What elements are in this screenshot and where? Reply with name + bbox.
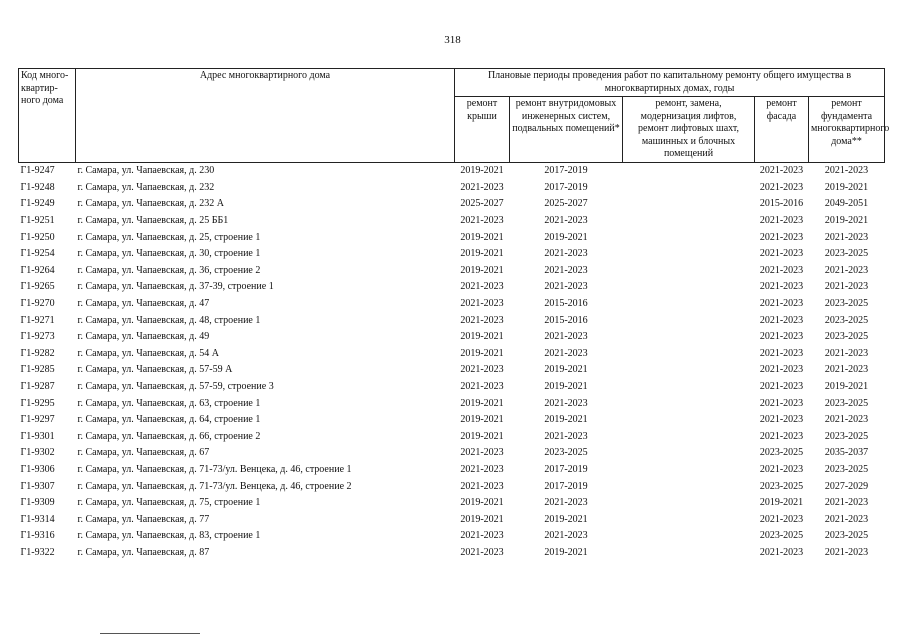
cell-code: Г1-9248 <box>20 181 55 193</box>
cell-systems: 2019-2021 <box>544 231 588 243</box>
cell-foundation: 2021-2023 <box>824 364 869 376</box>
cell-roof: 2019-2021 <box>460 231 504 243</box>
table-row <box>19 246 885 263</box>
cell-roof: 2019-2021 <box>460 331 504 343</box>
cell-roof: 2019-2021 <box>460 165 504 177</box>
table-row <box>19 296 885 313</box>
cell-code: Г1-9287 <box>20 381 55 393</box>
table-body <box>19 163 885 562</box>
table-row <box>19 312 885 329</box>
table-row <box>19 462 885 479</box>
cell-code: Г1-9302 <box>20 447 55 459</box>
cell-foundation: 2021-2023 <box>824 497 869 509</box>
cell-address: г. Самара, ул. Чапаевская, д. 49 <box>77 331 210 343</box>
cell-lifts <box>623 346 755 363</box>
cell-facade: 2019-2021 <box>759 497 804 509</box>
cell-address: г. Самара, ул. Чапаевская, д. 47 <box>77 298 210 310</box>
cell-foundation: 2021-2023 <box>824 414 869 426</box>
header-lifts: ремонт, замена, модернизация лифтов, ремонт лифтовых шахт, машинных и блочных помещений <box>623 97 755 163</box>
table-row <box>19 379 885 396</box>
cell-lifts <box>623 246 755 263</box>
cell-roof: 2021-2023 <box>460 381 504 393</box>
cell-code: Г1-9295 <box>20 397 55 409</box>
cell-address: г. Самара, ул. Чапаевская, д. 67 <box>77 447 210 459</box>
cell-lifts <box>623 312 755 329</box>
cell-code: Г1-9282 <box>20 347 55 359</box>
cell-systems: 2021-2023 <box>544 497 588 509</box>
cell-systems: 2023-2025 <box>544 447 588 459</box>
cell-code: Г1-9264 <box>20 264 55 276</box>
cell-address: г. Самара, ул. Чапаевская, д. 63, строение 1 <box>77 397 261 409</box>
cell-systems: 2021-2023 <box>544 430 588 442</box>
cell-lifts <box>623 279 755 296</box>
cell-lifts <box>623 478 755 495</box>
cell-address: г. Самара, ул. Чапаевская, д. 77 <box>77 513 210 525</box>
cell-systems: 2025-2027 <box>544 198 588 210</box>
cell-facade: 2021-2023 <box>759 364 804 376</box>
cell-facade: 2021-2023 <box>759 331 804 343</box>
table-row <box>19 163 885 180</box>
cell-roof: 2019-2021 <box>460 513 504 525</box>
cell-foundation: 2019-2021 <box>824 181 869 193</box>
cell-address: г. Самара, ул. Чапаевская, д. 25, строение 1 <box>77 231 261 243</box>
cell-address: г. Самара, ул. Чапаевская, д. 75, строение 1 <box>77 497 261 509</box>
cell-lifts <box>623 329 755 346</box>
cell-address: г. Самара, ул. Чапаевская, д. 54 А <box>77 347 219 359</box>
cell-systems: 2017-2019 <box>544 480 588 492</box>
header-foundation: ремонт фундамента многоквартирного дома** <box>809 97 885 163</box>
table-row <box>19 395 885 412</box>
cell-roof: 2021-2023 <box>460 530 504 542</box>
cell-address: г. Самара, ул. Чапаевская, д. 64, строение 1 <box>77 414 261 426</box>
cell-facade: 2015-2016 <box>759 198 804 210</box>
footnote-divider <box>100 633 200 634</box>
cell-roof: 2021-2023 <box>460 364 504 376</box>
table-row <box>19 478 885 495</box>
cell-foundation: 2049-2051 <box>824 198 869 210</box>
cell-systems: 2019-2021 <box>544 414 588 426</box>
cell-systems: 2021-2023 <box>544 248 588 260</box>
cell-facade: 2021-2023 <box>759 397 804 409</box>
cell-foundation: 2021-2023 <box>824 281 869 293</box>
header-periods: Плановые периоды проведения работ по капитальному ремонту общего имущества в многоквартирных домах, годы <box>455 69 885 97</box>
cell-foundation: 2027-2029 <box>824 480 869 492</box>
cell-facade: 2021-2023 <box>759 546 804 558</box>
cell-code: Г1-9251 <box>20 215 55 227</box>
table-row <box>19 229 885 246</box>
cell-lifts <box>623 196 755 213</box>
cell-foundation: 2023-2025 <box>824 331 869 343</box>
cell-facade: 2023-2025 <box>759 447 804 459</box>
cell-systems: 2021-2023 <box>544 215 588 227</box>
cell-foundation: 2023-2025 <box>824 298 869 310</box>
cell-facade: 2023-2025 <box>759 530 804 542</box>
header-roof: ремонт крыши <box>455 97 510 163</box>
cell-code: Г1-9271 <box>20 314 55 326</box>
cell-address: г. Самара, ул. Чапаевская, д. 48, строение 1 <box>77 314 261 326</box>
cell-roof: 2021-2023 <box>460 298 504 310</box>
page-number: 318 <box>444 34 461 46</box>
header-address: Адрес многоквартирного дома <box>76 69 455 163</box>
cell-systems: 2015-2016 <box>544 298 588 310</box>
cell-address: г. Самара, ул. Чапаевская, д. 57-59, строение 3 <box>77 381 274 393</box>
cell-facade: 2021-2023 <box>759 414 804 426</box>
cell-roof: 2019-2021 <box>460 264 504 276</box>
cell-facade: 2021-2023 <box>759 215 804 227</box>
cell-lifts <box>623 395 755 412</box>
cell-code: Г1-9309 <box>20 497 55 509</box>
cell-facade: 2021-2023 <box>759 181 804 193</box>
cell-address: г. Самара, ул. Чапаевская, д. 37-39, строение 1 <box>77 281 274 293</box>
cell-foundation: 2019-2021 <box>824 215 869 227</box>
cell-roof: 2019-2021 <box>460 430 504 442</box>
cell-roof: 2019-2021 <box>460 248 504 260</box>
cell-code: Г1-9273 <box>20 331 55 343</box>
cell-lifts <box>623 180 755 197</box>
cell-code: Г1-9301 <box>20 430 55 442</box>
cell-foundation: 2021-2023 <box>824 264 869 276</box>
cell-foundation: 2023-2025 <box>824 314 869 326</box>
cell-systems: 2021-2023 <box>544 331 588 343</box>
cell-lifts <box>623 445 755 462</box>
cell-roof: 2021-2023 <box>460 447 504 459</box>
table-row <box>19 412 885 429</box>
cell-code: Г1-9307 <box>20 480 55 492</box>
cell-roof: 2019-2021 <box>460 497 504 509</box>
cell-roof: 2019-2021 <box>460 414 504 426</box>
header-facade: ремонт фасада <box>755 97 809 163</box>
cell-code: Г1-9254 <box>20 248 55 260</box>
table-row <box>19 545 885 562</box>
cell-foundation: 2023-2025 <box>824 430 869 442</box>
cell-address: г. Самара, ул. Чапаевская, д. 87 <box>77 546 210 558</box>
header-code: Код много-квартир-ного дома <box>19 69 76 163</box>
cell-systems: 2021-2023 <box>544 264 588 276</box>
cell-foundation: 2021-2023 <box>824 165 869 177</box>
cell-lifts <box>623 362 755 379</box>
cell-address: г. Самара, ул. Чапаевская, д. 71-73/ул. Венцека, д. 46, строение 1 <box>77 463 352 475</box>
header-systems: ремонт внутридомовых инженерных систем, подвальных помещений* <box>510 97 623 163</box>
cell-code: Г1-9249 <box>20 198 55 210</box>
table-row <box>19 180 885 197</box>
cell-facade: 2021-2023 <box>759 381 804 393</box>
cell-systems: 2017-2019 <box>544 181 588 193</box>
table-row <box>19 511 885 528</box>
cell-facade: 2021-2023 <box>759 281 804 293</box>
cell-code: Г1-9270 <box>20 298 55 310</box>
cell-address: г. Самара, ул. Чапаевская, д. 71-73/ул. Венцека, д. 46, строение 2 <box>77 480 352 492</box>
cell-foundation: 2021-2023 <box>824 513 869 525</box>
table-row <box>19 445 885 462</box>
table-row <box>19 196 885 213</box>
cell-roof: 2021-2023 <box>460 463 504 475</box>
cell-facade: 2021-2023 <box>759 231 804 243</box>
cell-roof: 2021-2023 <box>460 181 504 193</box>
capital-repair-table <box>18 68 890 561</box>
cell-lifts <box>623 379 755 396</box>
cell-lifts <box>623 213 755 230</box>
cell-systems: 2021-2023 <box>544 347 588 359</box>
cell-code: Г1-9316 <box>20 530 55 542</box>
table-row <box>19 429 885 446</box>
cell-code: Г1-9250 <box>20 231 55 243</box>
cell-code: Г1-9314 <box>20 513 55 525</box>
cell-address: г. Самара, ул. Чапаевская, д. 232 <box>77 181 215 193</box>
cell-lifts <box>623 511 755 528</box>
cell-code: Г1-9306 <box>20 463 55 475</box>
cell-address: г. Самара, ул. Чапаевская, д. 83, строение 1 <box>77 530 261 542</box>
cell-facade: 2021-2023 <box>759 248 804 260</box>
cell-roof: 2021-2023 <box>460 546 504 558</box>
cell-foundation: 2019-2021 <box>824 381 869 393</box>
cell-foundation: 2021-2023 <box>824 231 869 243</box>
cell-systems: 2015-2016 <box>544 314 588 326</box>
cell-foundation: 2021-2023 <box>824 546 869 558</box>
cell-address: г. Самара, ул. Чапаевская, д. 30, строение 1 <box>77 248 261 260</box>
cell-address: г. Самара, ул. Чапаевская, д. 57-59 А <box>77 364 233 376</box>
cell-foundation: 2023-2025 <box>824 530 869 542</box>
cell-facade: 2021-2023 <box>759 264 804 276</box>
table-row <box>19 279 885 296</box>
cell-facade: 2021-2023 <box>759 298 804 310</box>
cell-systems: 2019-2021 <box>544 546 588 558</box>
cell-facade: 2021-2023 <box>759 314 804 326</box>
cell-code: Г1-9285 <box>20 364 55 376</box>
table-row <box>19 329 885 346</box>
cell-facade: 2021-2023 <box>759 430 804 442</box>
cell-facade: 2021-2023 <box>759 463 804 475</box>
cell-facade: 2021-2023 <box>759 347 804 359</box>
table-row <box>19 495 885 512</box>
cell-address: г. Самара, ул. Чапаевская, д. 230 <box>77 165 215 177</box>
table-row <box>19 362 885 379</box>
cell-roof: 2021-2023 <box>460 215 504 227</box>
cell-systems: 2019-2021 <box>544 381 588 393</box>
cell-lifts <box>623 263 755 280</box>
cell-code: Г1-9322 <box>20 546 55 558</box>
cell-lifts <box>623 412 755 429</box>
cell-address: г. Самара, ул. Чапаевская, д. 36, строение 2 <box>77 264 261 276</box>
cell-systems: 2019-2021 <box>544 513 588 525</box>
cell-roof: 2019-2021 <box>460 347 504 359</box>
cell-facade: 2021-2023 <box>759 513 804 525</box>
cell-roof: 2021-2023 <box>460 314 504 326</box>
cell-address: г. Самара, ул. Чапаевская, д. 66, строение 2 <box>77 430 261 442</box>
cell-lifts <box>623 229 755 246</box>
cell-lifts <box>623 528 755 545</box>
table-row <box>19 213 885 230</box>
cell-systems: 2017-2019 <box>544 463 588 475</box>
cell-systems: 2019-2021 <box>544 364 588 376</box>
cell-lifts <box>623 462 755 479</box>
cell-roof: 2019-2021 <box>460 397 504 409</box>
cell-facade: 2021-2023 <box>759 165 804 177</box>
cell-foundation: 2021-2023 <box>824 347 869 359</box>
cell-foundation: 2023-2025 <box>824 463 869 475</box>
cell-code: Г1-9297 <box>20 414 55 426</box>
cell-address: г. Самара, ул. Чапаевская, д. 232 А <box>77 198 224 210</box>
cell-systems: 2021-2023 <box>544 281 588 293</box>
cell-systems: 2017-2019 <box>544 165 588 177</box>
cell-facade: 2023-2025 <box>759 480 804 492</box>
table-row <box>19 528 885 545</box>
cell-address: г. Самара, ул. Чапаевская, д. 25 ББ1 <box>77 215 229 227</box>
cell-code: Г1-9265 <box>20 281 55 293</box>
cell-lifts <box>623 545 755 562</box>
table-row <box>19 263 885 280</box>
cell-code: Г1-9247 <box>20 165 55 177</box>
cell-roof: 2021-2023 <box>460 281 504 293</box>
cell-foundation: 2023-2025 <box>824 397 869 409</box>
cell-foundation: 2023-2025 <box>824 248 869 260</box>
cell-systems: 2021-2023 <box>544 397 588 409</box>
table-row <box>19 346 885 363</box>
cell-systems: 2021-2023 <box>544 530 588 542</box>
cell-lifts <box>623 495 755 512</box>
cell-foundation: 2035-2037 <box>824 447 869 459</box>
cell-lifts <box>623 163 755 180</box>
cell-lifts <box>623 429 755 446</box>
cell-lifts <box>623 296 755 313</box>
cell-roof: 2021-2023 <box>460 480 504 492</box>
cell-roof: 2025-2027 <box>460 198 504 210</box>
